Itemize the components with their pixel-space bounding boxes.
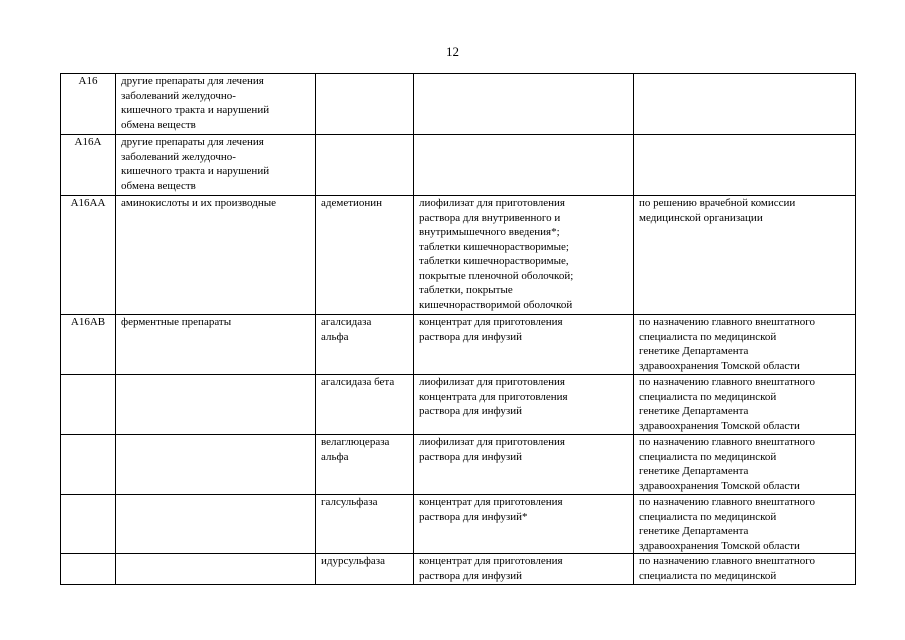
inn-name: агалсидаза бета — [321, 376, 395, 388]
dosage-form-cell — [414, 315, 634, 375]
table-row — [61, 495, 856, 554]
atc-code: A16AA — [70, 197, 106, 209]
inn-cell — [316, 196, 414, 315]
page-number: 12 — [446, 44, 459, 59]
inn-name: идурсульфаза — [321, 555, 385, 567]
condition-cell — [634, 135, 856, 196]
inn-name: агалсидаза альфа — [321, 316, 372, 343]
condition-cell — [634, 375, 856, 435]
table-row — [61, 315, 856, 375]
atc-group: другие препараты для лечения заболеваний желудочно- кишечного тракта и нарушений обмена веществ — [121, 75, 270, 131]
prescription-condition: по решению врачебной комиссии медицинской организации — [639, 197, 796, 224]
table-row — [61, 135, 856, 196]
atc-group: аминокислоты и их производные — [121, 197, 276, 209]
atc-code-cell — [61, 315, 116, 375]
atc-group: ферментные препараты — [121, 316, 232, 328]
dosage-form-cell — [414, 74, 634, 135]
inn-name: велаглюцераза альфа — [321, 436, 390, 463]
prescription-condition: по назначению главного внештатного специалиста по медицинской генетике Департамента здравоохранения Томской области — [639, 376, 816, 432]
inn-cell — [316, 135, 414, 196]
prescription-condition: по назначению главного внештатного специалиста по медицинской генетике Департамента здравоохранения Томской области — [639, 496, 816, 552]
atc-group: другие препараты для лечения заболеваний желудочно- кишечного тракта и нарушений обмена веществ — [121, 136, 270, 192]
condition-cell — [634, 435, 856, 495]
table-row — [61, 554, 856, 585]
atc-group-cell — [116, 495, 316, 554]
dosage-form: концентрат для приготовления раствора для инфузий — [419, 555, 563, 582]
prescription-condition: по назначению главного внештатного специалиста по медицинской генетике Департамента здравоохранения Томской области — [639, 316, 816, 372]
dosage-form-cell — [414, 435, 634, 495]
inn-cell — [316, 375, 414, 435]
dosage-form: концентрат для приготовления раствора для инфузий — [419, 316, 563, 343]
atc-code-cell — [61, 135, 116, 196]
dosage-form: концентрат для приготовления раствора для инфузий* — [419, 496, 563, 523]
atc-code-cell — [61, 554, 116, 585]
atc-group-cell — [116, 435, 316, 495]
atc-code: A16A — [74, 136, 102, 148]
atc-code-cell — [61, 495, 116, 554]
atc-code-cell — [61, 435, 116, 495]
atc-group-cell — [116, 135, 316, 196]
inn-name: галсульфаза — [321, 496, 378, 508]
condition-cell — [634, 554, 856, 585]
drug-table — [60, 73, 856, 585]
atc-group-cell — [116, 196, 316, 315]
condition-cell — [634, 196, 856, 315]
atc-group-cell — [116, 315, 316, 375]
atc-code-cell — [61, 74, 116, 135]
atc-group-cell — [116, 74, 316, 135]
table-row — [61, 196, 856, 315]
table-row — [61, 435, 856, 495]
table-row — [61, 74, 856, 135]
atc-code-cell — [61, 375, 116, 435]
dosage-form-cell — [414, 135, 634, 196]
dosage-form-cell — [414, 375, 634, 435]
condition-cell — [634, 315, 856, 375]
atc-code: A16AB — [70, 316, 106, 328]
dosage-form: лиофилизат для приготовления концентрата для приготовления раствора для инфузий — [419, 376, 568, 417]
table-row — [61, 375, 856, 435]
inn-cell — [316, 74, 414, 135]
dosage-form-cell — [414, 196, 634, 315]
dosage-form-cell — [414, 554, 634, 585]
atc-code: A16 — [78, 75, 98, 87]
dosage-form: лиофилизат для приготовления раствора для внутривенного и внутримышечного введения*; таблетки кишечнорастворимые; таблетки кишечнорастворимые, покрытые пленочной оболочкой; таблетки, покрытые кишечнорастворимой оболочкой — [419, 197, 574, 311]
prescription-condition: по назначению главного внештатного специалиста по медицинской генетике Департамента здравоохранения Томской области — [639, 436, 816, 492]
inn-cell — [316, 554, 414, 585]
inn-cell — [316, 315, 414, 375]
condition-cell — [634, 495, 856, 554]
atc-code-cell — [61, 196, 116, 315]
inn-name: адеметионин — [321, 197, 383, 209]
inn-cell — [316, 495, 414, 554]
dosage-form-cell — [414, 495, 634, 554]
atc-group-cell — [116, 554, 316, 585]
prescription-condition: по назначению главного внештатного специалиста по медицинской — [639, 555, 816, 582]
inn-cell — [316, 435, 414, 495]
dosage-form: лиофилизат для приготовления раствора для инфузий — [419, 436, 565, 463]
condition-cell — [634, 74, 856, 135]
atc-group-cell — [116, 375, 316, 435]
